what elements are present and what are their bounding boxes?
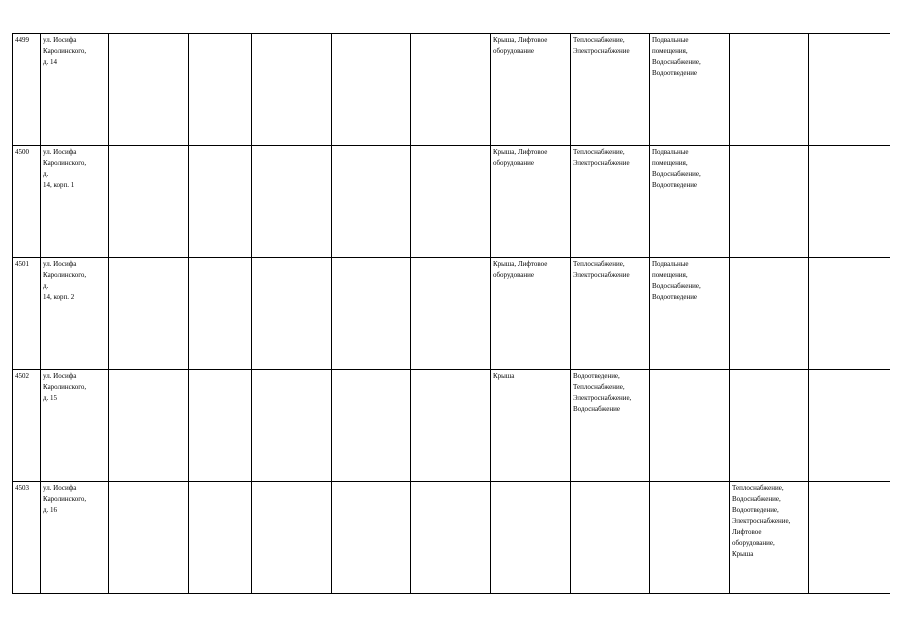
empty-cell	[189, 482, 252, 594]
empty-cell	[332, 34, 411, 146]
empty-cell	[332, 482, 411, 594]
row-number: 4503	[13, 482, 41, 594]
empty-cell	[809, 482, 890, 594]
empty-cell	[189, 258, 252, 370]
empty-cell	[411, 146, 491, 258]
address-cell: ул. Иосифа Каролинского, д. 15	[41, 370, 109, 482]
works-cell-1: Крыша, Лифтовое оборудование	[491, 34, 571, 146]
empty-cell	[809, 258, 890, 370]
works-cell-4	[730, 146, 809, 258]
address-cell: ул. Иосифа Каролинского, д. 14, корп. 1	[41, 146, 109, 258]
table-row	[13, 482, 890, 594]
empty-cell	[411, 258, 491, 370]
address-cell: ул. Иосифа Каролинского, д. 14	[41, 34, 109, 146]
works-cell-2	[571, 482, 650, 594]
empty-cell	[809, 34, 890, 146]
empty-cell	[332, 146, 411, 258]
empty-cell	[252, 370, 332, 482]
empty-cell	[411, 482, 491, 594]
works-cell-2: Теплоснабжение, Электроснабжение	[571, 258, 650, 370]
empty-cell	[252, 482, 332, 594]
empty-cell	[411, 34, 491, 146]
address-cell: ул. Иосифа Каролинского, д. 16	[41, 482, 109, 594]
address-cell: ул. Иосифа Каролинского, д. 14, корп. 2	[41, 258, 109, 370]
table-row	[13, 146, 890, 258]
empty-cell	[252, 34, 332, 146]
empty-cell	[809, 370, 890, 482]
empty-cell	[109, 146, 189, 258]
row-number: 4499	[13, 34, 41, 146]
works-cell-1	[491, 482, 571, 594]
works-cell-4	[730, 258, 809, 370]
empty-cell	[332, 370, 411, 482]
works-cell-3	[650, 482, 730, 594]
empty-cell	[109, 370, 189, 482]
table-row	[13, 34, 890, 146]
empty-cell	[109, 482, 189, 594]
table-row	[13, 370, 890, 482]
works-cell-4	[730, 34, 809, 146]
empty-cell	[189, 370, 252, 482]
works-cell-2: Водоотведение, Теплоснабжение, Электроснабжение, Водоснабжение	[571, 370, 650, 482]
works-cell-2: Теплоснабжение, Электроснабжение	[571, 34, 650, 146]
row-number: 4501	[13, 258, 41, 370]
works-cell-3: Подвальные помещения, Водоснабжение, Водоотведение	[650, 146, 730, 258]
works-cell-2: Теплоснабжение, Электроснабжение	[571, 146, 650, 258]
empty-cell	[252, 146, 332, 258]
works-cell-3: Подвальные помещения, Водоснабжение, Водоотведение	[650, 34, 730, 146]
works-cell-3: Подвальные помещения, Водоснабжение, Водоотведение	[650, 258, 730, 370]
row-number: 4502	[13, 370, 41, 482]
empty-cell	[189, 146, 252, 258]
works-cell-1: Крыша, Лифтовое оборудование	[491, 146, 571, 258]
empty-cell	[411, 370, 491, 482]
row-number: 4500	[13, 146, 41, 258]
works-cell-3	[650, 370, 730, 482]
table-row	[13, 258, 890, 370]
works-cell-4	[730, 370, 809, 482]
works-cell-4: Теплоснабжение, Водоснабжение, Водоотведение, Электроснабжение, Лифтовое оборудование, Крыша	[730, 482, 809, 594]
works-cell-1: Крыша, Лифтовое оборудование	[491, 258, 571, 370]
empty-cell	[809, 146, 890, 258]
empty-cell	[332, 258, 411, 370]
empty-cell	[109, 34, 189, 146]
empty-cell	[109, 258, 189, 370]
works-cell-1: Крыша	[491, 370, 571, 482]
empty-cell	[252, 258, 332, 370]
housing-register-table	[12, 33, 890, 594]
empty-cell	[189, 34, 252, 146]
